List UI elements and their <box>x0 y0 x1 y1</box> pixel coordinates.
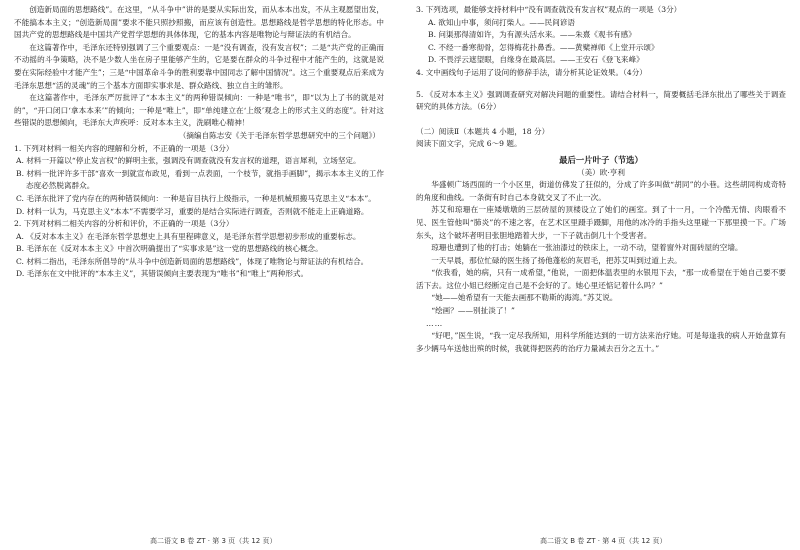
question-3-option-b: B. 问渠那得清如许，为有源头活水来。——朱熹《观书有感》 <box>428 30 636 40</box>
left-page <box>14 4 384 544</box>
story-paragraph: 一天早晨，那位忙碌的医生扬了扬他蓬松的灰眉毛，把苏艾叫到过道上去。 <box>431 255 682 265</box>
question-2: 2. 下列对材料二相关内容的分析和评价，不正确的一项是（3分） <box>14 219 234 229</box>
question-3-option-d: D. 不畏浮云遮望眼，自缘身在最高层。——王安石《登飞来峰》 <box>428 55 644 65</box>
question-2-option-c: C. 材料二指出，毛泽东所倡导的“从斗争中创造新局面的思想路线”，体现了唯物论与辩证法的有机结合。 <box>16 256 369 266</box>
story-author: （美）欧·亨利 <box>577 167 625 177</box>
story-paragraph: “好吧，”医生说，“我一定尽我所知，用科学所能达到的一切方法来治疗她。可是每逢我的病人开始盘算有多少辆马车送他出殡的时候，我就得把医药的治疗力量减去百分之五十。” <box>416 331 786 353</box>
story-paragraph: 苏艾和琼珊在一座矮墩墩的三层砖屋的顶楼设立了她们的画室。到了十一月，一个冷酷无情、肉眼看不见、医生管他叫“肺炎”的不速之客，在艺术区里蹑手蹑脚，用他的冰冷的手指头这里碰一下那里摸一下。广场东头，这个破坏者明目张胆地踏着大步，一下子就击倒几十个受害者。 <box>416 205 786 240</box>
section-instruction: 阅读下面文字，完成 6～9 题。 <box>416 139 522 149</box>
question-3-option-c: C. 不经一番寒彻骨，怎得梅花扑鼻香。——黄檗禅师《上堂开示颂》 <box>428 42 659 52</box>
question-3-option-a: A. 欲知山中事，须问打柴人。——民间谚语 <box>428 17 575 27</box>
question-1-option-a: A. 材料一开篇以“停止发言权”的鲜明主张，强调没有调查就没有发言权的道理，语言犀利，立场坚定。 <box>16 156 361 166</box>
story-paragraph: “她——她希望有一天能去画那不勒斯的海湾。”苏艾说。 <box>431 293 618 303</box>
story-paragraph: “依我看，她的病，只有一成希望，”他说，一面把体温表里的水银甩下去，“那一成希望在于她自己要不要活下去。这位小姐已经断定自己是不会好的了。她心里还惦记着什么吗？” <box>416 268 786 290</box>
question-1-option-d: D. 材料一认为，马克思主义“本本”不需要学习，重要的是结合实际进行调查，否则就不能走上正确道路。 <box>16 206 369 216</box>
question-1: 1. 下列对材料一相关内容的理解和分析，不正确的一项是（3分） <box>14 143 234 153</box>
material-paragraph: 创造新局面的思想路线”。在这里，“从斗争中”讲的是要从实际出发，而从本本出发，不从主观愿望出发，不能搞本本主义；“创造新局面”要求不能只照抄照搬，而应该有创造性。思想路线是哲学思想的特化形态。中国共产党的思想路线是中国共产党哲学思想的具体体现，它的基本内容是唯物论与辩证法的有机结合。 <box>14 5 384 40</box>
page-footer-right: 高二语文 B 卷 ZT · 第 4 页（共 12 页） <box>540 537 667 545</box>
question-2-option-d: D. 毛泽东在文中批评的“本本主义”，其错误倾向主要表现为“唯书”和“唯上”两种形式。 <box>16 269 309 279</box>
story-paragraph: 华盛顿广场西面的一个小区里，街道仿佛发了狂似的，分成了许多叫做“胡同”的小巷。这些胡同构成奇特的角度和曲线。一条街有时自己本身就交叉了不止一次。 <box>416 180 786 202</box>
story-paragraph: 琼珊也遭到了他的打击；她躺在一张油漆过的铁床上，一动不动，望着窗外对面砖屋的空墙。 <box>431 243 743 253</box>
question-3: 3. 下列选项，最能够支持材料中“没有调查就没有发言权”观点的一项是（3分） <box>416 5 682 14</box>
page-footer-left: 高二语文 B 卷 ZT · 第 3 页（共 12 页） <box>150 537 277 545</box>
question-1-option-c: C. 毛泽东批评了党内存在的两种错误倾向：一种是盲目执行上级指示，一种是机械照搬马克思主义“本本”。 <box>16 193 376 203</box>
right-page <box>416 4 786 544</box>
section-heading: （二）阅读Ⅱ（本题共 4 小题，18 分） <box>416 126 550 136</box>
question-2-option-b: B. 毛泽东在《反对本本主义》中首次明确提出了“实事求是”这一党的思想路线的核心概念。 <box>16 244 323 254</box>
source-citation: （摘编自陈志安《关于毛泽东哲学思想研究中的三个问题》） <box>178 130 380 140</box>
question-2-option-a: A. 《反对本本主义》在毛泽东哲学思想史上具有里程碑意义，是毛泽东哲学思想初步形成的重要标志。 <box>16 231 361 241</box>
question-5: 5. 《反对本本主义》强调调查研究对解决问题的重要性。请结合材料一，简要概括毛泽东批出了哪些关于调查研究的具体方法。（6分） <box>416 89 786 112</box>
story-paragraph: “绘画？——别扯淡了！” <box>431 306 515 316</box>
story-title: 最后一片叶子（节选） <box>559 154 643 165</box>
ellipsis: …… <box>426 318 444 328</box>
question-4: 4. 文中画线句子运用了设问的修辞手法，请分析其论证效果。（4分） <box>416 67 647 77</box>
material-paragraph: 在这篇著作中，毛泽东严厉批评了“本本主义”的两种错误倾向：一种是“唯书”，即“以为上了书的就是对的”，“开口闭口‘拿本本来’”的倾向；一种是“唯上”，即“单纯建立在‘上级’观念上的形式主义的态度”。针对这些错误的思想倾向，毛泽东大声疾呼：反对本本主义，洗刷唯心精神！ <box>14 93 384 128</box>
question-1-option-b: B. 材料一批评许多干部“喜欢一到就宣布政见，看到一点表面，一个枝节，就指手画脚”，揭示本本主义的工作态度必然脱离群众。 <box>16 168 384 191</box>
material-paragraph: 在这篇著作中，毛泽东还特别强调了三个重要观点：一是“没有调查，没有发言权”；二是“共产党的正确而不动摇的斗争策略，决不是少数人坐在房子里能够产生的，它是要在群众的斗争过程中才能产生的，这就是说要在实际经验中才能产生”；三是“中国革命斗争的胜利要靠中国同志了解中国情况”。这三个重要观点后来成为毛泽东思想“活的灵魂”的三个基本方面即实事求是、群众路线、独立自主的雏形。 <box>14 42 384 90</box>
